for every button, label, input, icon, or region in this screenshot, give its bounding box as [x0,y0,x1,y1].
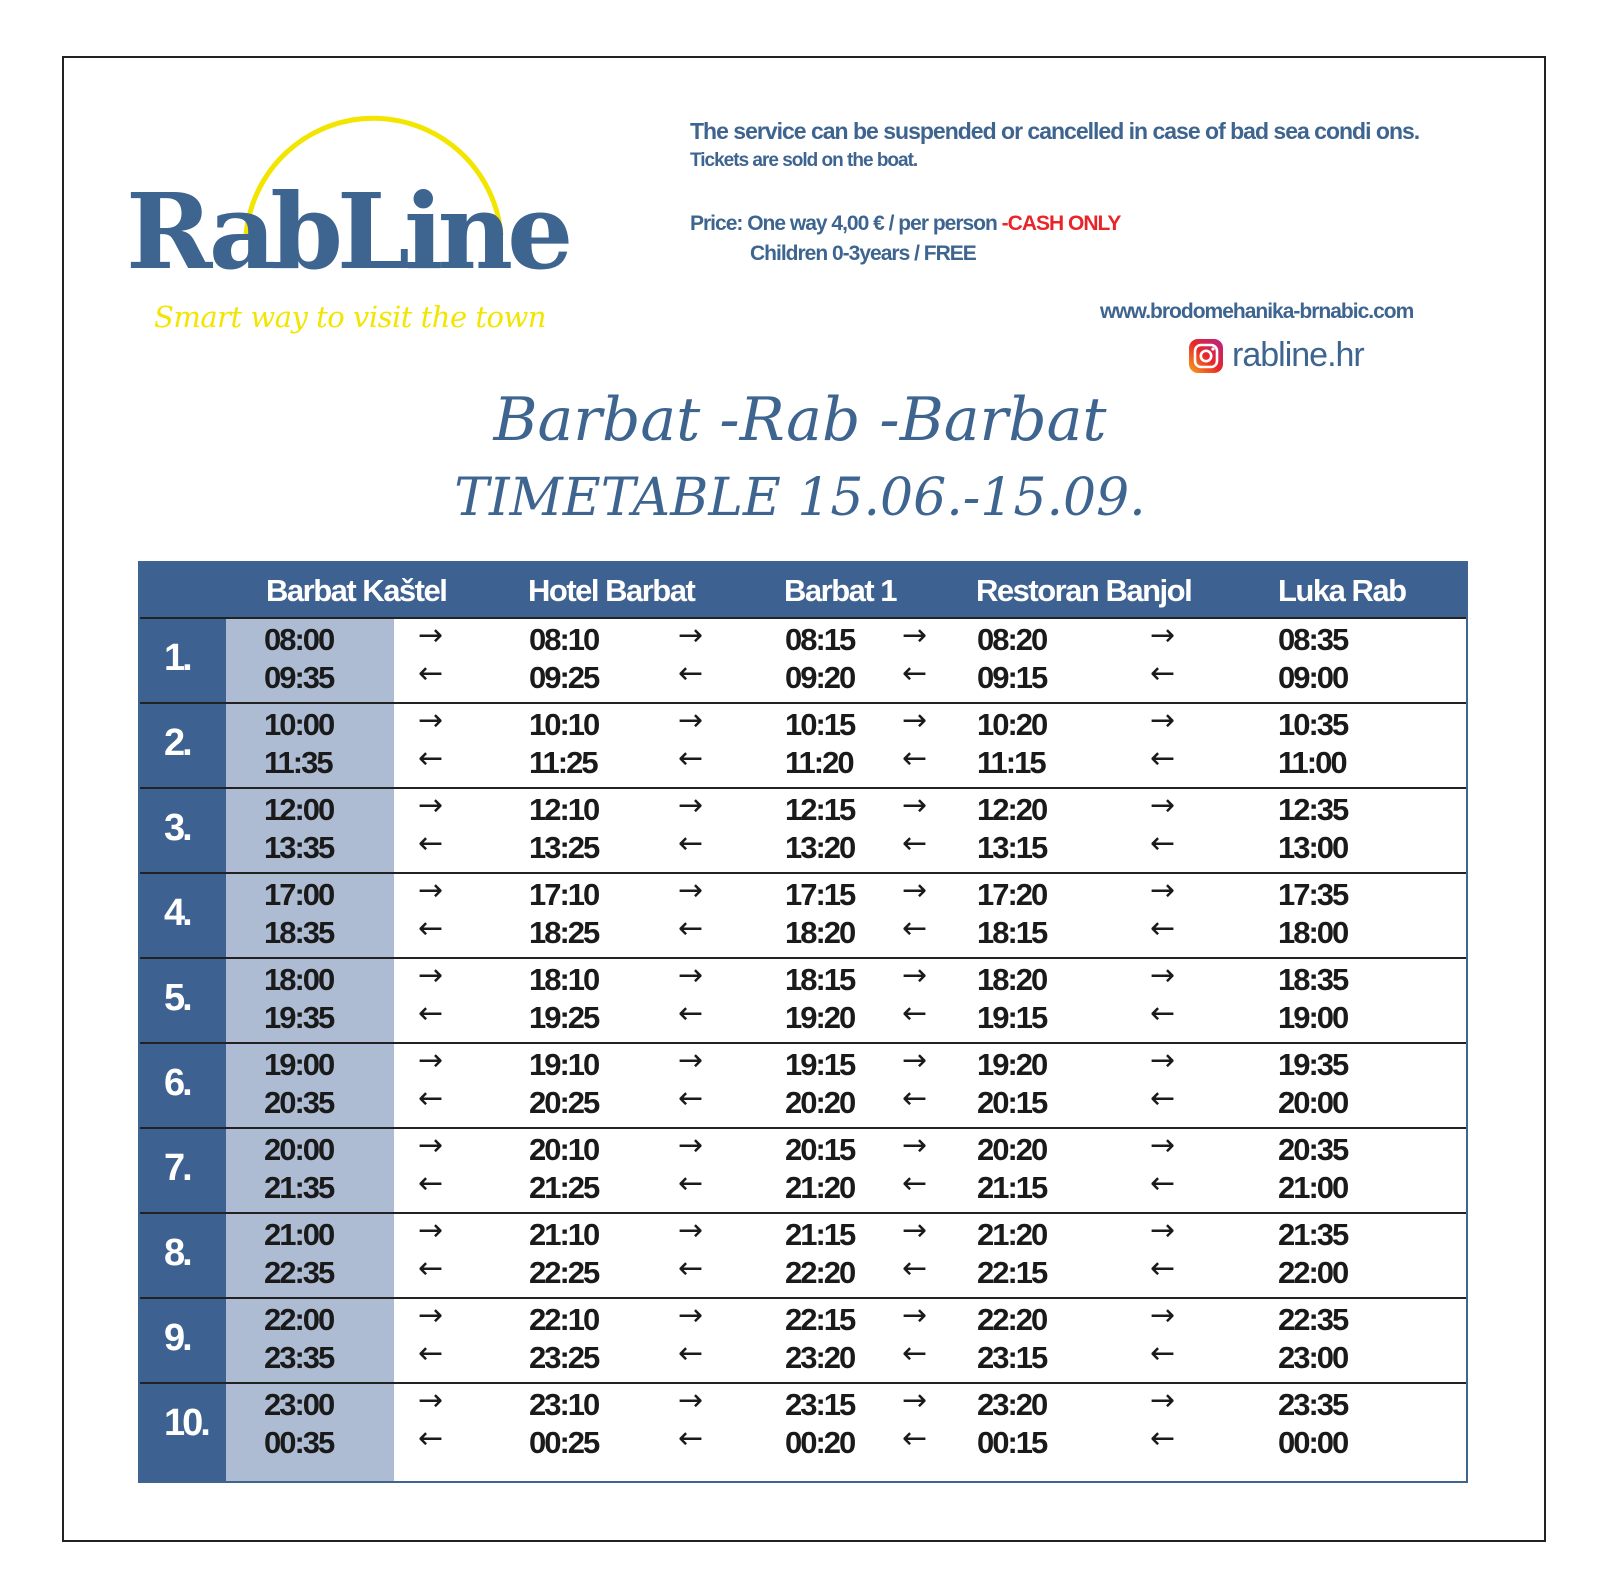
notice-line-1: The service can be suspended or cancelled in case of bad sea condi ons. [690,118,1420,144]
departure-time: 19:15 [785,1047,855,1082]
table-row [140,1127,1466,1213]
instagram-icon [1188,338,1224,374]
departure-time: 12:10 [529,792,599,827]
departure-time: 08:00 [264,622,334,657]
arrow-right-icon: → [678,873,704,908]
price-label: Price: [690,212,743,235]
return-time: 22:20 [785,1255,855,1290]
departure-time: 10:10 [529,707,599,742]
arrow-left-icon: ← [678,656,704,691]
return-time: 21:35 [264,1170,334,1205]
return-time: 22:35 [264,1255,334,1290]
row-divider [140,702,1466,704]
return-time: 09:15 [977,660,1047,695]
timetable-header [140,563,1466,617]
departure-time: 23:20 [977,1387,1047,1422]
header-hotel-barbat: Hotel Barbat [528,573,695,608]
row-number: 4. [164,892,190,934]
arrow-left-icon: ← [902,911,928,946]
timetable [138,561,1468,1483]
arrow-right-icon: → [902,1383,928,1418]
return-time: 21:25 [529,1170,599,1205]
arrow-left-icon: ← [678,1421,704,1456]
header-barbat-kastel: Barbat Kaštel [266,573,447,608]
departure-time: 19:10 [529,1047,599,1082]
return-time: 18:35 [264,915,334,950]
return-time: 09:25 [529,660,599,695]
departure-time: 18:35 [1278,962,1348,997]
departure-time: 23:35 [1278,1387,1348,1422]
return-time: 11:00 [1278,745,1346,780]
table-row [140,1382,1466,1468]
row-number: 6. [164,1062,190,1104]
arrow-right-icon: → [678,703,704,738]
arrow-right-icon: → [1150,958,1176,993]
row-number: 8. [164,1232,190,1274]
departure-time: 22:15 [785,1302,855,1337]
arrow-left-icon: ← [902,1081,928,1116]
arrow-right-icon: → [418,873,444,908]
departure-time: 08:20 [977,622,1047,657]
departure-time: 20:15 [785,1132,855,1167]
return-time: 00:35 [264,1425,334,1460]
arrow-left-icon: ← [1150,741,1176,776]
return-time: 22:00 [1278,1255,1348,1290]
table-row [140,617,1466,703]
arrow-left-icon: ← [678,1251,704,1286]
arrow-right-icon: → [902,1043,928,1078]
header-restoran-banjol: Restoran Banjol [976,573,1192,608]
return-time: 09:35 [264,660,334,695]
arrow-right-icon: → [418,1383,444,1418]
departure-time: 18:10 [529,962,599,997]
arrow-right-icon: → [1150,1128,1176,1163]
arrow-right-icon: → [902,1298,928,1333]
arrow-right-icon: → [902,873,928,908]
arrow-left-icon: ← [1150,656,1176,691]
arrow-left-icon: ← [418,1166,444,1201]
arrow-left-icon: ← [678,1336,704,1371]
arrow-left-icon: ← [678,1081,704,1116]
return-time: 11:25 [529,745,597,780]
arrow-right-icon: → [1150,1043,1176,1078]
arrow-left-icon: ← [1150,1166,1176,1201]
row-divider [140,1212,1466,1214]
price-one-way: One way 4,00 € / per person [747,212,997,235]
return-time: 09:20 [785,660,855,695]
departure-time: 22:10 [529,1302,599,1337]
return-time: 13:25 [529,830,599,865]
arrow-right-icon: → [678,958,704,993]
arrow-right-icon: → [678,1043,704,1078]
arrow-left-icon: ← [418,911,444,946]
return-time: 20:00 [1278,1085,1348,1120]
return-time: 21:20 [785,1170,855,1205]
arrow-left-icon: ← [678,826,704,861]
departure-time: 23:10 [529,1387,599,1422]
departure-time: 20:20 [977,1132,1047,1167]
departure-time: 12:20 [977,792,1047,827]
arrow-left-icon: ← [1150,1421,1176,1456]
arrow-right-icon: → [902,703,928,738]
arrow-left-icon: ← [1150,1251,1176,1286]
departure-time: 18:20 [977,962,1047,997]
return-time: 20:15 [977,1085,1047,1120]
return-time: 11:20 [785,745,853,780]
arrow-left-icon: ← [902,1421,928,1456]
timetable-subtitle: TIMETABLE 15.06.-15.09. [454,468,1146,528]
service-notice [690,115,1419,175]
departure-time: 10:15 [785,707,855,742]
departure-time: 08:35 [1278,622,1348,657]
return-time: 11:15 [977,745,1045,780]
arrow-left-icon: ← [1150,911,1176,946]
header-barbat-1: Barbat 1 [784,573,897,608]
row-divider [140,957,1466,959]
arrow-left-icon: ← [1150,1336,1176,1371]
arrow-right-icon: → [1150,1383,1176,1418]
return-time: 19:20 [785,1000,855,1035]
departure-time: 17:10 [529,877,599,912]
return-time: 21:15 [977,1170,1047,1205]
return-time: 22:25 [529,1255,599,1290]
cash-only-note: -CASH ONLY [996,212,1121,235]
arrow-right-icon: → [1150,618,1176,653]
arrow-left-icon: ← [902,826,928,861]
return-time: 00:20 [785,1425,855,1460]
return-time: 21:00 [1278,1170,1348,1205]
arrow-right-icon: → [678,618,704,653]
table-row [140,957,1466,1043]
arrow-left-icon: ← [902,1336,928,1371]
row-divider [140,872,1466,874]
arrow-right-icon: → [418,1043,444,1078]
row-divider [140,1297,1466,1299]
return-time: 20:35 [264,1085,334,1120]
return-time: 11:35 [264,745,332,780]
departure-time: 21:35 [1278,1217,1348,1252]
website-link[interactable]: www.brodomehanika-brnabic.com [1100,300,1414,323]
arrow-left-icon: ← [418,826,444,861]
departure-time: 19:00 [264,1047,334,1082]
return-time: 20:25 [529,1085,599,1120]
departure-time: 22:20 [977,1302,1047,1337]
arrow-left-icon: ← [902,996,928,1031]
price-children: Children 0-3years / FREE [750,242,976,265]
departure-time: 18:15 [785,962,855,997]
arrow-left-icon: ← [1150,996,1176,1031]
row-number: 7. [164,1147,190,1189]
table-row [140,787,1466,873]
arrow-left-icon: ← [902,1251,928,1286]
departure-time: 19:20 [977,1047,1047,1082]
arrow-left-icon: ← [678,741,704,776]
arrow-right-icon: → [418,1298,444,1333]
departure-time: 10:35 [1278,707,1348,742]
return-time: 23:25 [529,1340,599,1375]
return-time: 20:20 [785,1085,855,1120]
arrow-left-icon: ← [418,1081,444,1116]
departure-time: 10:00 [264,707,334,742]
departure-time: 18:00 [264,962,334,997]
arrow-right-icon: → [418,618,444,653]
route-title: Barbat -Rab -Barbat [493,385,1107,455]
departure-time: 08:10 [529,622,599,657]
departure-time: 19:35 [1278,1047,1348,1082]
row-number: 2. [164,722,190,764]
departure-time: 21:15 [785,1217,855,1252]
departure-time: 12:15 [785,792,855,827]
departure-time: 12:35 [1278,792,1348,827]
instagram-handle: rabline.hr [1232,336,1364,374]
return-time: 22:15 [977,1255,1047,1290]
arrow-left-icon: ← [902,656,928,691]
arrow-right-icon: → [1150,1213,1176,1248]
arrow-right-icon: → [418,958,444,993]
return-time: 18:25 [529,915,599,950]
return-time: 23:15 [977,1340,1047,1375]
arrow-left-icon: ← [418,1251,444,1286]
row-divider [140,1382,1466,1384]
arrow-left-icon: ← [418,1421,444,1456]
table-row [140,702,1466,788]
return-time: 00:15 [977,1425,1047,1460]
departure-time: 17:20 [977,877,1047,912]
row-number: 10. [164,1402,208,1444]
return-time: 23:20 [785,1340,855,1375]
row-divider [140,1042,1466,1044]
row-number: 1. [164,637,190,679]
logo-text: RabLine [126,170,568,293]
row-divider [140,617,1466,619]
arrow-left-icon: ← [678,996,704,1031]
return-time: 13:35 [264,830,334,865]
arrow-right-icon: → [1150,703,1176,738]
return-time: 13:20 [785,830,855,865]
departure-time: 21:00 [264,1217,334,1252]
rabline-logo [126,100,568,350]
departure-time: 17:00 [264,877,334,912]
departure-time: 17:15 [785,877,855,912]
table-row [140,1297,1466,1383]
arrow-right-icon: → [678,1298,704,1333]
arrow-left-icon: ← [678,911,704,946]
return-time: 09:00 [1278,660,1348,695]
arrow-right-icon: → [902,958,928,993]
return-time: 13:15 [977,830,1047,865]
arrow-right-icon: → [1150,873,1176,908]
row-number: 9. [164,1317,190,1359]
arrow-right-icon: → [902,1213,928,1248]
return-time: 18:20 [785,915,855,950]
return-time: 23:00 [1278,1340,1348,1375]
return-time: 13:00 [1278,830,1348,865]
departure-time: 22:00 [264,1302,334,1337]
price-info [690,212,1120,266]
return-time: 19:00 [1278,1000,1348,1035]
return-time: 19:15 [977,1000,1047,1035]
arrow-left-icon: ← [418,741,444,776]
arrow-right-icon: → [902,1128,928,1163]
arrow-right-icon: → [678,1213,704,1248]
arrow-left-icon: ← [1150,1081,1176,1116]
departure-time: 21:10 [529,1217,599,1252]
instagram-link[interactable] [1188,336,1364,375]
row-number: 3. [164,807,190,849]
arrow-right-icon: → [418,703,444,738]
departure-time: 08:15 [785,622,855,657]
row-divider [140,787,1466,789]
arrow-right-icon: → [678,1383,704,1418]
return-time: 19:25 [529,1000,599,1035]
departure-time: 20:00 [264,1132,334,1167]
arrow-right-icon: → [902,618,928,653]
row-divider [140,1127,1466,1129]
arrow-left-icon: ← [902,741,928,776]
departure-time: 23:15 [785,1387,855,1422]
arrow-right-icon: → [1150,788,1176,823]
return-time: 19:35 [264,1000,334,1035]
return-time: 23:35 [264,1340,334,1375]
departure-time: 10:20 [977,707,1047,742]
slogan: Smart way to visit the town [154,300,546,334]
departure-time: 22:35 [1278,1302,1348,1337]
table-row [140,1042,1466,1128]
departure-time: 20:35 [1278,1132,1348,1167]
arrow-right-icon: → [678,788,704,823]
return-time: 18:00 [1278,915,1348,950]
table-row [140,872,1466,958]
table-row [140,1212,1466,1298]
arrow-right-icon: → [1150,1298,1176,1333]
departure-time: 23:00 [264,1387,334,1422]
departure-time: 20:10 [529,1132,599,1167]
notice-line-2: Tickets are sold on the boat. [690,150,918,171]
return-time: 00:25 [529,1425,599,1460]
return-time: 18:15 [977,915,1047,950]
arrow-right-icon: → [418,788,444,823]
arrow-right-icon: → [418,1213,444,1248]
return-time: 00:00 [1278,1425,1348,1460]
departure-time: 17:35 [1278,877,1348,912]
arrow-left-icon: ← [418,996,444,1031]
arrow-left-icon: ← [678,1166,704,1201]
arrow-right-icon: → [418,1128,444,1163]
departure-time: 12:00 [264,792,334,827]
arrow-left-icon: ← [902,1166,928,1201]
arrow-left-icon: ← [418,1336,444,1371]
arrow-right-icon: → [678,1128,704,1163]
header-luka-rab: Luka Rab [1278,573,1406,608]
arrow-right-icon: → [902,788,928,823]
departure-time: 21:20 [977,1217,1047,1252]
arrow-left-icon: ← [418,656,444,691]
row-number: 5. [164,977,190,1019]
arrow-left-icon: ← [1150,826,1176,861]
